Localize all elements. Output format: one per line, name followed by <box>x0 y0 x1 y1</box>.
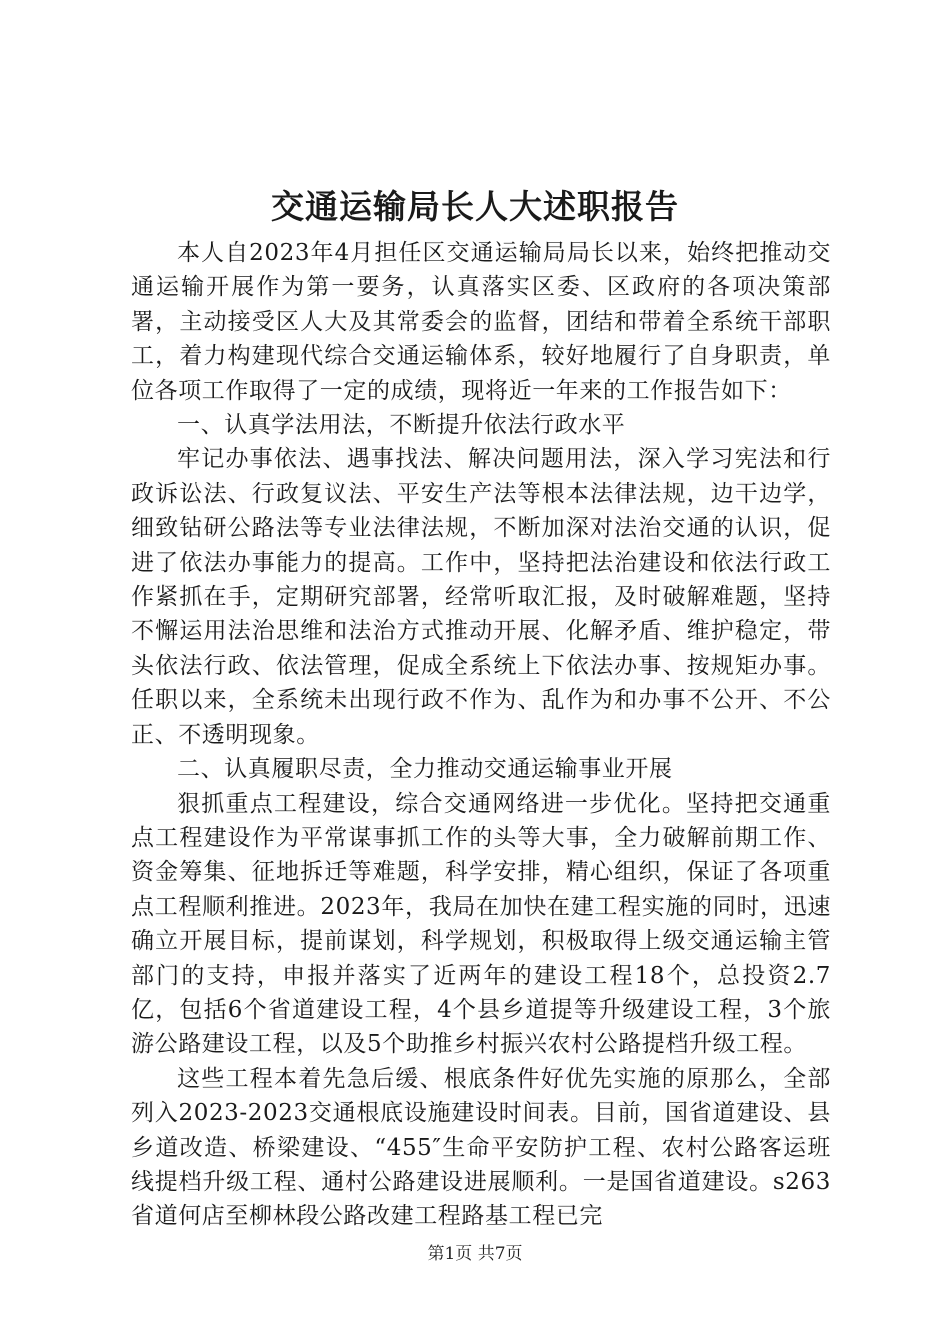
document-body <box>131 236 831 1234</box>
paragraph-key-projects: 狠抓重点工程建设，综合交通网络进一步优化。坚持把交通重点工程建设作为平常谋事抓工作的头等大事，全力破解前期工作、资金筹集、征地拆迁等难题，科学安排，精心组织，保证了各项重点工程顺利推进。2023年，我局在加快在建工程实施的同时，迅速确立开展目标，提前谋划，科学规划，积极取得上级交通运输主管部门的支持，申报并落实了近两年的建设工程18个，总投资2.7亿，包括6个省道建设工程，4个县乡道提等升级建设工程，3个旅游公路建设工程，以及5个助推乡村振兴农村公路提档升级工程。 <box>131 790 831 1058</box>
paragraph-intro: 本人自2023年4月担任区交通运输局局长以来，始终把推动交通运输开展作为第一要务，认真落实区委、区政府的各项决策部署，主动接受区人大及其常委会的监督，团结和带着全系统干部职工，着力构建现代综合交通运输体系，较好地履行了自身职责，单位各项工作取得了一定的成绩，现将近一年来的工作报告如下： <box>131 240 831 404</box>
paragraph-rule-of-law: 牢记办事依法、遇事找法、解决问题用法，深入学习宪法和行政诉讼法、行政复议法、平安生产法等根本法律法规，边干边学，细致钻研公路法等专业法律法规，不断加深对法治交通的认识，促进了依法办事能力的提高。工作中，坚持把法治建设和依法行政工作紧抓在手，定期研究部署，经常听取汇报，及时破解难题，坚持不懈运用法治思维和法治方式推动开展、化解矛盾、维护稳定，带头依法行政、依法管理，促成全系统上下依法办事、按规矩办事。任职以来，全系统未出现行政不作为、乱作为和办事不公开、不公正、不透明现象。 <box>131 446 831 748</box>
document-title: 交通运输局长人大述职报告 <box>271 187 679 226</box>
section-heading-2: 二、认真履职尽责，全力推动交通运输事业开展 <box>177 756 673 783</box>
section-heading-1: 一、认真学法用法，不断提升依法行政水平 <box>177 412 626 439</box>
page-number-indicator: 第1页 共7页 <box>427 1244 523 1264</box>
paragraph-project-progress: 这些工程本着先急后缓、根底条件好优先实施的原那么，全部列入2023-2023交通根底设施建设时间表。目前，国省道建设、县乡道改造、桥梁建设、“455″生命平安防护工程、农村公路客运班线提档升级工程、通村公路建设进展顺利。一是国省道建设。s263省道何店至柳林段公路改建工程路基工程已完 <box>131 1065 831 1230</box>
